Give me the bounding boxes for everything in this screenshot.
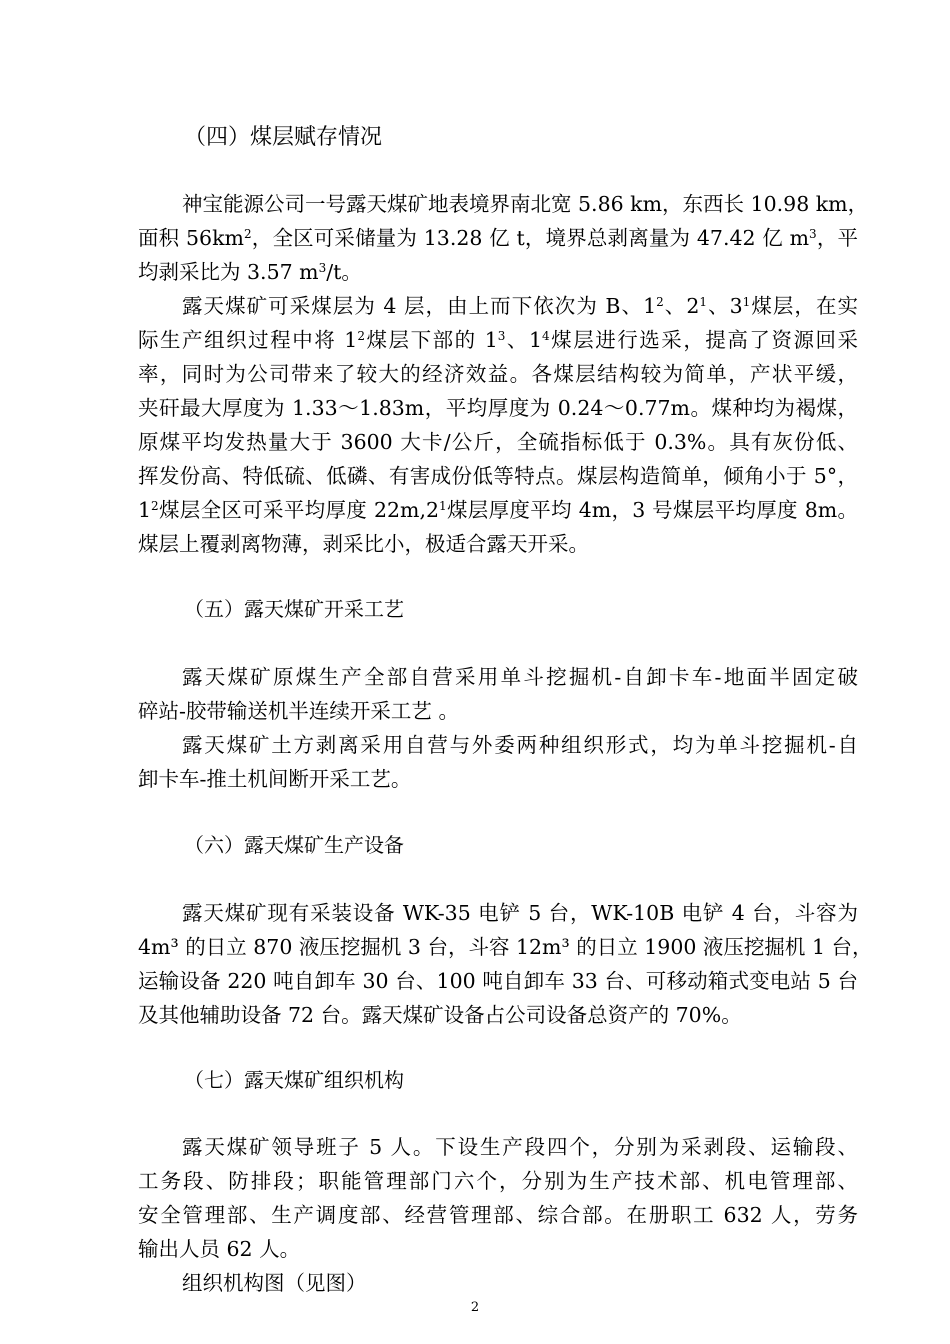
s4-p2-line2: 际生产组织过程中将 $1^2$煤层下部的 $1^3$、$1^4$煤层进行选采，提高了资源回采 — [138, 328, 859, 352]
page-number: 2 — [470, 1300, 480, 1315]
s4-p1-line2: 面积 $56km^2$，全区可采储量为 13.28 亿 t，境界总剥离量为 47.42 亿 $m^3$，平 — [138, 226, 859, 250]
s6-line2: 4m³ 的日立 870 液压挖掘机 3 台，斗容 12m³ 的日立 1900 液压挖掘机 1 台， — [138, 935, 873, 959]
s6-line4: 及其他辅助设备 72 台。露天煤矿设备占公司设备总资产的 70%。 — [138, 1003, 742, 1027]
s4-p2-line4: 夹矸最大厚度为 1.33～1.83m，平均厚度为 0.24～0.77m。煤种均为褐煤， — [138, 396, 858, 420]
section-heading-7: （七）露天煤矿组织机构 — [184, 1068, 404, 1092]
s4-p2-line8: 煤层上覆剥离物薄，剥采比小，极适合露天开采。 — [138, 532, 589, 556]
s7-line4: 输出人员 62 人。 — [138, 1237, 301, 1261]
s7-line1: 露天煤矿领导班子 5 人。下设生产段四个，分别为采剥段、运输段、 — [182, 1135, 858, 1159]
s6-line1: 露天煤矿现有采装设备 WK-35 电铲 5 台，WK-10B 电铲 4 台，斗容为 — [182, 901, 858, 925]
s7-line2: 工务段、防排段；职能管理部门六个，分别为生产技术部、机电管理部、 — [138, 1169, 858, 1193]
s5-p2-line1: 露天煤矿土方剥离采用自营与外委两种组织形式，均为单斗挖掘机-自 — [182, 733, 858, 757]
s5-p1-line2: 碎站-胶带输送机半连续开采工艺 。 — [138, 699, 459, 723]
s4-p1-line1: 神宝能源公司一号露天煤矿地表境界南北宽 5.86 km，东西长 10.98 km， — [182, 192, 869, 216]
section-heading-5: （五）露天煤矿开采工艺 — [184, 597, 404, 621]
s4-p2-line5: 原煤平均发热量大于 3600 大卡/公斤，全硫指标低于 0.3%。具有灰份低、 — [138, 430, 858, 454]
s4-p1-line3: 均剥采比为 3.57 $m^3/t$。 — [138, 260, 362, 284]
s5-p1-line1: 露天煤矿原煤生产全部自营采用单斗挖掘机-自卸卡车-地面半固定破 — [182, 665, 858, 689]
s5-p2-line2: 卸卡车-推土机间断开采工艺。 — [138, 767, 412, 791]
s4-p2-line7: $1^2$煤层全区可采平均厚度 $22m,2^1$煤层厚度平均 4m，3 号煤层平均厚度 8m。 — [138, 498, 858, 522]
section-heading-4: （四）煤层赋存情况 — [184, 125, 383, 150]
s6-line3: 运输设备 220 吨自卸车 30 台、100 吨自卸车 33 台、可移动箱式变电站 5 台 — [138, 969, 858, 993]
s4-p2-line3: 率，同时为公司带来了较大的经济效益。各煤层结构较为简单，产状平缓， — [138, 362, 858, 386]
section-heading-6: （六）露天煤矿生产设备 — [184, 833, 404, 857]
s4-p2-line1: 露天煤矿可采煤层为 4 层，由上而下依次为 B、$1^2$、$2^1$、$3^1$煤层，在实 — [182, 294, 858, 318]
s7-line5: 组织机构图（见图） — [182, 1271, 367, 1295]
s7-line3: 安全管理部、生产调度部、经营管理部、综合部。在册职工 632 人，劳务 — [138, 1203, 858, 1227]
s4-p2-line6: 挥发份高、特低硫、低磷、有害成份低等特点。煤层构造简单，倾角小于 5°， — [138, 464, 858, 488]
